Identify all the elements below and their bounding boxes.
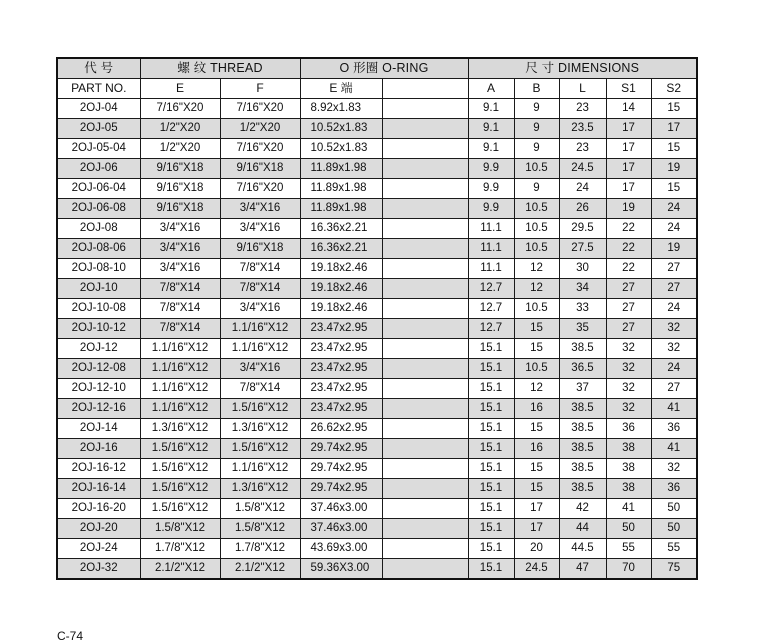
dim-l-cell: 44	[559, 519, 606, 539]
dim-l-cell: 35	[559, 319, 606, 339]
table-row	[57, 199, 697, 219]
dim-a-cell: 15.1	[468, 519, 514, 539]
s1-header: S1	[606, 79, 651, 99]
oring-cell: 16.36x2.21	[300, 239, 382, 259]
part-no-cell: 2OJ-16	[57, 439, 140, 459]
part-no-cell: 2OJ-24	[57, 539, 140, 559]
dim-s1-cell: 38	[606, 479, 651, 499]
dim-l-cell: 38.5	[559, 479, 606, 499]
thread-f-cell: 1.5/8"X12	[220, 499, 300, 519]
thread-f-cell: 1.3/16"X12	[220, 419, 300, 439]
thread-header: 螺 纹 THREAD	[140, 58, 300, 79]
part-no-cell: 2OJ-20	[57, 519, 140, 539]
dim-a-cell: 12.7	[468, 299, 514, 319]
thread-e-cell: 9/16"X18	[140, 179, 220, 199]
dim-a-cell: 11.1	[468, 219, 514, 239]
dim-l-cell: 38.5	[559, 399, 606, 419]
blank-cell	[382, 239, 468, 259]
part-no-cell: 2OJ-04	[57, 99, 140, 119]
part-no-cell: 2OJ-32	[57, 559, 140, 580]
oring-cell: 11.89x1.98	[300, 159, 382, 179]
thread-f-cell: 1.5/16"X12	[220, 439, 300, 459]
thread-f-cell: 3/4"X16	[220, 359, 300, 379]
dim-s2-cell: 24	[651, 199, 697, 219]
dim-s1-cell: 14	[606, 99, 651, 119]
dim-a-cell: 15.1	[468, 479, 514, 499]
dim-a-cell: 15.1	[468, 359, 514, 379]
dim-s1-cell: 32	[606, 379, 651, 399]
table-row	[57, 179, 697, 199]
blank-cell	[382, 319, 468, 339]
b-header: B	[514, 79, 559, 99]
thread-f-cell: 1.1/16"X12	[220, 319, 300, 339]
dim-b-cell: 9	[514, 119, 559, 139]
dim-s2-cell: 41	[651, 439, 697, 459]
oring-cell: 23.47x2.95	[300, 319, 382, 339]
dim-s2-cell: 32	[651, 339, 697, 359]
dim-l-cell: 23	[559, 99, 606, 119]
dim-l-cell: 26	[559, 199, 606, 219]
oring-cell: 26.62x2.95	[300, 419, 382, 439]
dim-b-cell: 10.5	[514, 219, 559, 239]
thread-f-cell: 2.1/2"X12	[220, 559, 300, 580]
thread-e-cell: 9/16"X18	[140, 199, 220, 219]
thread-e-cell: 1.1/16"X12	[140, 339, 220, 359]
dim-l-cell: 27.5	[559, 239, 606, 259]
dim-b-cell: 10.5	[514, 199, 559, 219]
blank-cell	[382, 279, 468, 299]
dim-s1-cell: 70	[606, 559, 651, 580]
oring-cell: 29.74x2.95	[300, 479, 382, 499]
oring-cell: 11.89x1.98	[300, 179, 382, 199]
part-no-cell: 2OJ-12-16	[57, 399, 140, 419]
header-row-group	[57, 58, 697, 79]
dim-a-cell: 15.1	[468, 499, 514, 519]
table-row	[57, 259, 697, 279]
dim-b-cell: 15	[514, 319, 559, 339]
dim-a-cell: 12.7	[468, 279, 514, 299]
dim-s1-cell: 32	[606, 399, 651, 419]
oring-cell: 37.46x3.00	[300, 519, 382, 539]
part-no-cell: 2OJ-10	[57, 279, 140, 299]
table-row	[57, 279, 697, 299]
blank-cell	[382, 559, 468, 580]
thread-f-cell: 1.3/16"X12	[220, 479, 300, 499]
dim-a-cell: 15.1	[468, 539, 514, 559]
dim-s2-cell: 36	[651, 479, 697, 499]
dim-b-cell: 17	[514, 499, 559, 519]
blank-header-cell	[382, 79, 468, 99]
oring-cell: 11.89x1.98	[300, 199, 382, 219]
thread-f-cell: 7/8"X14	[220, 379, 300, 399]
dim-s1-cell: 27	[606, 299, 651, 319]
dim-s1-cell: 17	[606, 139, 651, 159]
oring-cell: 19.18x2.46	[300, 279, 382, 299]
dim-s2-cell: 19	[651, 239, 697, 259]
dim-s2-cell: 55	[651, 539, 697, 559]
dim-s1-cell: 22	[606, 259, 651, 279]
dim-s2-cell: 19	[651, 159, 697, 179]
blank-cell	[382, 219, 468, 239]
dim-s1-cell: 27	[606, 319, 651, 339]
table-row	[57, 139, 697, 159]
oring-cell: 59.36X3.00	[300, 559, 382, 580]
blank-cell	[382, 439, 468, 459]
thread-e-cell: 3/4"X16	[140, 219, 220, 239]
dim-a-cell: 9.9	[468, 179, 514, 199]
table-row	[57, 539, 697, 559]
thread-e-cell: 7/16"X20	[140, 99, 220, 119]
dim-a-cell: 11.1	[468, 259, 514, 279]
part-no-cell: 2OJ-06-08	[57, 199, 140, 219]
dim-s2-cell: 27	[651, 259, 697, 279]
part-no-cell: 2OJ-16-14	[57, 479, 140, 499]
thread-e-cell: 3/4"X16	[140, 239, 220, 259]
dim-l-cell: 24	[559, 179, 606, 199]
dim-s2-cell: 36	[651, 419, 697, 439]
table-row	[57, 459, 697, 479]
part-no-cell: 2OJ-16-12	[57, 459, 140, 479]
oring-cell: 23.47x2.95	[300, 359, 382, 379]
blank-cell	[382, 179, 468, 199]
dim-b-cell: 9	[514, 99, 559, 119]
dim-s2-cell: 24	[651, 359, 697, 379]
part-no-cell: 2OJ-06-04	[57, 179, 140, 199]
thread-f-cell: 9/16"X18	[220, 239, 300, 259]
dim-l-cell: 37	[559, 379, 606, 399]
thread-e-cell: 1.1/16"X12	[140, 379, 220, 399]
thread-e-cell: 1.5/16"X12	[140, 459, 220, 479]
dim-l-cell: 24.5	[559, 159, 606, 179]
thread-e-cell: 9/16"X18	[140, 159, 220, 179]
dim-l-cell: 23.5	[559, 119, 606, 139]
thread-f-cell: 3/4"X16	[220, 199, 300, 219]
dim-a-cell: 12.7	[468, 319, 514, 339]
dim-s2-cell: 50	[651, 499, 697, 519]
dim-s2-cell: 27	[651, 279, 697, 299]
dim-b-cell: 16	[514, 439, 559, 459]
oring-cell: 16.36x2.21	[300, 219, 382, 239]
dim-s1-cell: 17	[606, 119, 651, 139]
dim-l-cell: 38.5	[559, 339, 606, 359]
blank-cell	[382, 399, 468, 419]
a-header: A	[468, 79, 514, 99]
dim-s1-cell: 22	[606, 219, 651, 239]
blank-cell	[382, 379, 468, 399]
dim-b-cell: 24.5	[514, 559, 559, 580]
l-header: L	[559, 79, 606, 99]
thread-f-cell: 7/16"X20	[220, 179, 300, 199]
dim-b-cell: 17	[514, 519, 559, 539]
thread-e-cell: 1.5/16"X12	[140, 499, 220, 519]
dim-a-cell: 15.1	[468, 559, 514, 580]
thread-f-cell: 1.1/16"X12	[220, 339, 300, 359]
dim-a-cell: 9.9	[468, 159, 514, 179]
thread-e-cell: 3/4"X16	[140, 259, 220, 279]
part-no-cell: 2OJ-12	[57, 339, 140, 359]
thread-e-cell: 1.1/16"X12	[140, 359, 220, 379]
thread-e-cell: 1.3/16"X12	[140, 419, 220, 439]
part-no-cell: 2OJ-10-12	[57, 319, 140, 339]
part-no-cell: 2OJ-08-10	[57, 259, 140, 279]
table-row	[57, 359, 697, 379]
dim-s1-cell: 19	[606, 199, 651, 219]
blank-cell	[382, 519, 468, 539]
blank-cell	[382, 99, 468, 119]
dim-a-cell: 9.9	[468, 199, 514, 219]
dim-s2-cell: 15	[651, 139, 697, 159]
fitting-spec-table	[56, 57, 698, 580]
dim-a-cell: 15.1	[468, 339, 514, 359]
thread-f-cell: 1.5/8"X12	[220, 519, 300, 539]
blank-cell	[382, 479, 468, 499]
dim-s2-cell: 75	[651, 559, 697, 580]
dim-s1-cell: 17	[606, 159, 651, 179]
thread-e-cell: 1.5/16"X12	[140, 479, 220, 499]
blank-cell	[382, 419, 468, 439]
dim-b-cell: 15	[514, 479, 559, 499]
dim-a-cell: 15.1	[468, 439, 514, 459]
part-no-cell: 2OJ-10-08	[57, 299, 140, 319]
part-no-cell: 2OJ-14	[57, 419, 140, 439]
table-row	[57, 119, 697, 139]
dim-a-cell: 15.1	[468, 419, 514, 439]
blank-cell	[382, 459, 468, 479]
dim-s1-cell: 17	[606, 179, 651, 199]
oring-cell: 19.18x2.46	[300, 299, 382, 319]
thread-e-cell: 1.1/16"X12	[140, 399, 220, 419]
table-row	[57, 159, 697, 179]
thread-f-cell: 1.5/16"X12	[220, 399, 300, 419]
part-no-cell: 2OJ-12-10	[57, 379, 140, 399]
table-row	[57, 519, 697, 539]
dim-l-cell: 34	[559, 279, 606, 299]
dim-a-cell: 11.1	[468, 239, 514, 259]
dim-b-cell: 10.5	[514, 359, 559, 379]
dim-b-cell: 10.5	[514, 299, 559, 319]
dim-l-cell: 23	[559, 139, 606, 159]
part-no-cell: 2OJ-08	[57, 219, 140, 239]
dim-b-cell: 15	[514, 419, 559, 439]
dim-s1-cell: 38	[606, 459, 651, 479]
table-row	[57, 499, 697, 519]
e-header: E	[140, 79, 220, 99]
thread-f-cell: 3/4"X16	[220, 219, 300, 239]
dim-s2-cell: 15	[651, 99, 697, 119]
part-no-cell: 2OJ-05-04	[57, 139, 140, 159]
dim-l-cell: 38.5	[559, 439, 606, 459]
dim-l-cell: 38.5	[559, 419, 606, 439]
oring-cell: 23.47x2.95	[300, 399, 382, 419]
dim-s1-cell: 27	[606, 279, 651, 299]
oring-cell: 19.18x2.46	[300, 259, 382, 279]
f-header: F	[220, 79, 300, 99]
dim-s2-cell: 41	[651, 399, 697, 419]
oring-cell: 23.47x2.95	[300, 379, 382, 399]
dim-l-cell: 36.5	[559, 359, 606, 379]
dim-a-cell: 9.1	[468, 119, 514, 139]
dim-b-cell: 12	[514, 379, 559, 399]
oring-cell: 8.92x1.83	[300, 99, 382, 119]
dim-s2-cell: 27	[651, 379, 697, 399]
dim-s2-cell: 17	[651, 119, 697, 139]
dim-s1-cell: 36	[606, 419, 651, 439]
thread-f-cell: 9/16"X18	[220, 159, 300, 179]
table-row	[57, 99, 697, 119]
blank-cell	[382, 339, 468, 359]
blank-cell	[382, 539, 468, 559]
dim-b-cell: 9	[514, 179, 559, 199]
dim-s2-cell: 32	[651, 319, 697, 339]
table-row	[57, 419, 697, 439]
thread-f-cell: 1.7/8"X12	[220, 539, 300, 559]
thread-e-cell: 1.5/8"X12	[140, 519, 220, 539]
dim-a-cell: 15.1	[468, 399, 514, 419]
thread-f-cell: 7/8"X14	[220, 279, 300, 299]
table-row	[57, 399, 697, 419]
dim-s2-cell: 32	[651, 459, 697, 479]
blank-cell	[382, 499, 468, 519]
thread-e-cell: 7/8"X14	[140, 319, 220, 339]
dim-s2-cell: 50	[651, 519, 697, 539]
oring-cell: 10.52x1.83	[300, 119, 382, 139]
dim-b-cell: 10.5	[514, 159, 559, 179]
table-row	[57, 219, 697, 239]
oring-cell: 10.52x1.83	[300, 139, 382, 159]
header-row-columns	[57, 79, 697, 99]
page-code: C-74	[57, 629, 84, 643]
table-row	[57, 439, 697, 459]
part-no-cell: 2OJ-05	[57, 119, 140, 139]
dim-s1-cell: 32	[606, 339, 651, 359]
table-row	[57, 339, 697, 359]
thread-f-cell: 1.1/16"X12	[220, 459, 300, 479]
thread-e-cell: 2.1/2"X12	[140, 559, 220, 580]
dim-l-cell: 38.5	[559, 459, 606, 479]
blank-cell	[382, 199, 468, 219]
thread-e-cell: 1/2"X20	[140, 139, 220, 159]
thread-f-cell: 7/16"X20	[220, 139, 300, 159]
thread-e-cell: 1/2"X20	[140, 119, 220, 139]
oring-cell: 23.47x2.95	[300, 339, 382, 359]
dim-b-cell: 12	[514, 259, 559, 279]
oring-cell: 43.69x3.00	[300, 539, 382, 559]
table-row	[57, 559, 697, 580]
blank-cell	[382, 299, 468, 319]
part-no-header: PART NO.	[57, 79, 140, 99]
dim-b-cell: 20	[514, 539, 559, 559]
dim-s1-cell: 41	[606, 499, 651, 519]
blank-cell	[382, 119, 468, 139]
dim-a-cell: 15.1	[468, 379, 514, 399]
part-no-cell: 2OJ-08-06	[57, 239, 140, 259]
dim-l-cell: 42	[559, 499, 606, 519]
oring-cell: 29.74x2.95	[300, 439, 382, 459]
part-no-cell: 2OJ-12-08	[57, 359, 140, 379]
dim-s1-cell: 22	[606, 239, 651, 259]
dim-s2-cell: 24	[651, 299, 697, 319]
thread-f-cell: 7/8"X14	[220, 259, 300, 279]
dim-b-cell: 15	[514, 459, 559, 479]
thread-e-cell: 7/8"X14	[140, 279, 220, 299]
table-row	[57, 299, 697, 319]
thread-e-cell: 1.5/16"X12	[140, 439, 220, 459]
part-no-cell: 2OJ-06	[57, 159, 140, 179]
dim-l-cell: 47	[559, 559, 606, 580]
table-row	[57, 479, 697, 499]
part-no-cell: 2OJ-16-20	[57, 499, 140, 519]
dim-b-cell: 12	[514, 279, 559, 299]
code-header: 代 号	[57, 58, 140, 79]
s2-header: S2	[651, 79, 697, 99]
blank-cell	[382, 139, 468, 159]
dim-l-cell: 29.5	[559, 219, 606, 239]
oring-cell: 37.46x3.00	[300, 499, 382, 519]
blank-cell	[382, 259, 468, 279]
blank-cell	[382, 159, 468, 179]
dim-b-cell: 16	[514, 399, 559, 419]
dim-a-cell: 15.1	[468, 459, 514, 479]
thread-e-cell: 1.7/8"X12	[140, 539, 220, 559]
oring-header: O 形圈 O-RING	[300, 58, 468, 79]
table-row	[57, 239, 697, 259]
dim-l-cell: 44.5	[559, 539, 606, 559]
dim-s2-cell: 24	[651, 219, 697, 239]
dim-b-cell: 10.5	[514, 239, 559, 259]
dim-s1-cell: 38	[606, 439, 651, 459]
dim-a-cell: 9.1	[468, 139, 514, 159]
blank-cell	[382, 359, 468, 379]
thread-f-cell: 7/16"X20	[220, 99, 300, 119]
dim-l-cell: 33	[559, 299, 606, 319]
dim-b-cell: 15	[514, 339, 559, 359]
dim-a-cell: 9.1	[468, 99, 514, 119]
dim-l-cell: 30	[559, 259, 606, 279]
oring-cell: 29.74x2.95	[300, 459, 382, 479]
e-end-header: E 端	[300, 79, 382, 99]
thread-f-cell: 1/2"X20	[220, 119, 300, 139]
dimensions-header: 尺 寸 DIMENSIONS	[468, 58, 697, 79]
dim-s1-cell: 55	[606, 539, 651, 559]
dim-s1-cell: 32	[606, 359, 651, 379]
dim-b-cell: 9	[514, 139, 559, 159]
dim-s2-cell: 15	[651, 179, 697, 199]
thread-f-cell: 3/4"X16	[220, 299, 300, 319]
thread-e-cell: 7/8"X14	[140, 299, 220, 319]
table-row	[57, 379, 697, 399]
dim-s1-cell: 50	[606, 519, 651, 539]
table-row	[57, 319, 697, 339]
